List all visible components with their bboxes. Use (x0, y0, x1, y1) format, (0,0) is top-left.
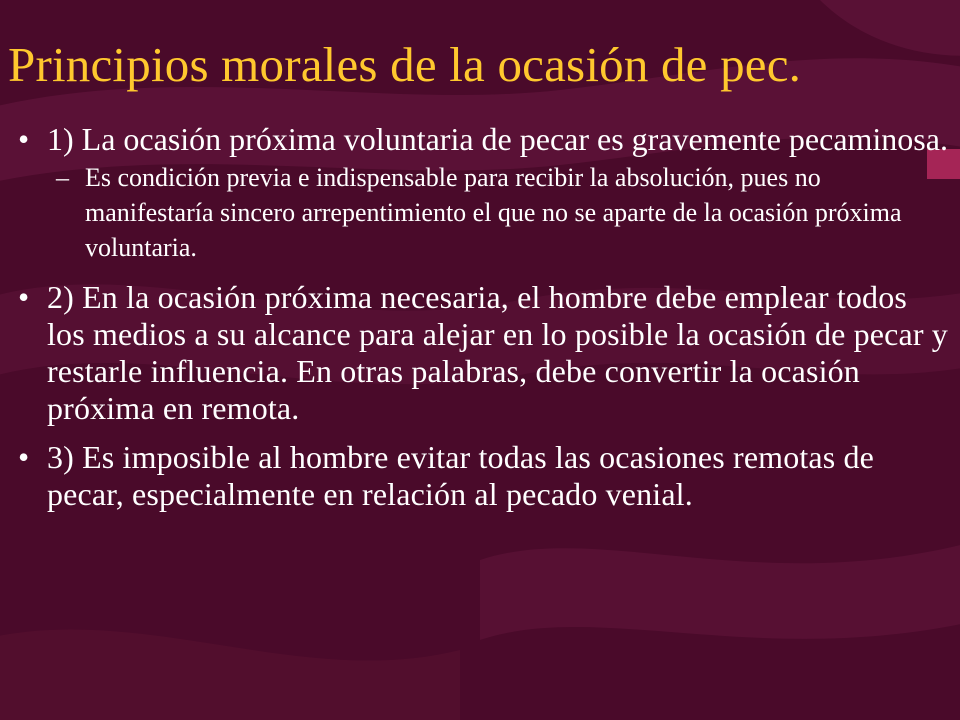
bullet-item (18, 439, 950, 513)
sub-bullet-item (18, 160, 950, 265)
sub-bullet-text: Es condición previa e indispensable para recibir la absolución, pues no manifestaría sincero arrepentimiento el que no se aparte de la ocasión próxima voluntaria. (85, 163, 902, 262)
bullet-text: 3) Es imposible al hombre evitar todas las ocasiones remotas de pecar, especialmente en relación al pecado venial. (47, 439, 875, 512)
bullet-text: 2) En la ocasión próxima necesaria, el hombre debe emplear todos los medios a su alcance para alejar en lo posible la ocasión de pecar y restarle influencia. En otras palabras, debe convertir la ocasión próxima en remota. (47, 279, 948, 426)
bullet-marker: • (18, 439, 30, 475)
bullet-marker: • (18, 279, 30, 315)
slide-content (18, 121, 950, 720)
slide-title: Principios morales de la ocasión de pec. (8, 37, 802, 92)
sub-bullet-marker: – (56, 163, 69, 192)
bullet-item (18, 121, 950, 158)
bullet-item (18, 279, 950, 427)
bullet-text: 1) La ocasión próxima voluntaria de pecar es gravemente pecaminosa. (47, 121, 948, 157)
bullet-marker: • (18, 121, 30, 157)
